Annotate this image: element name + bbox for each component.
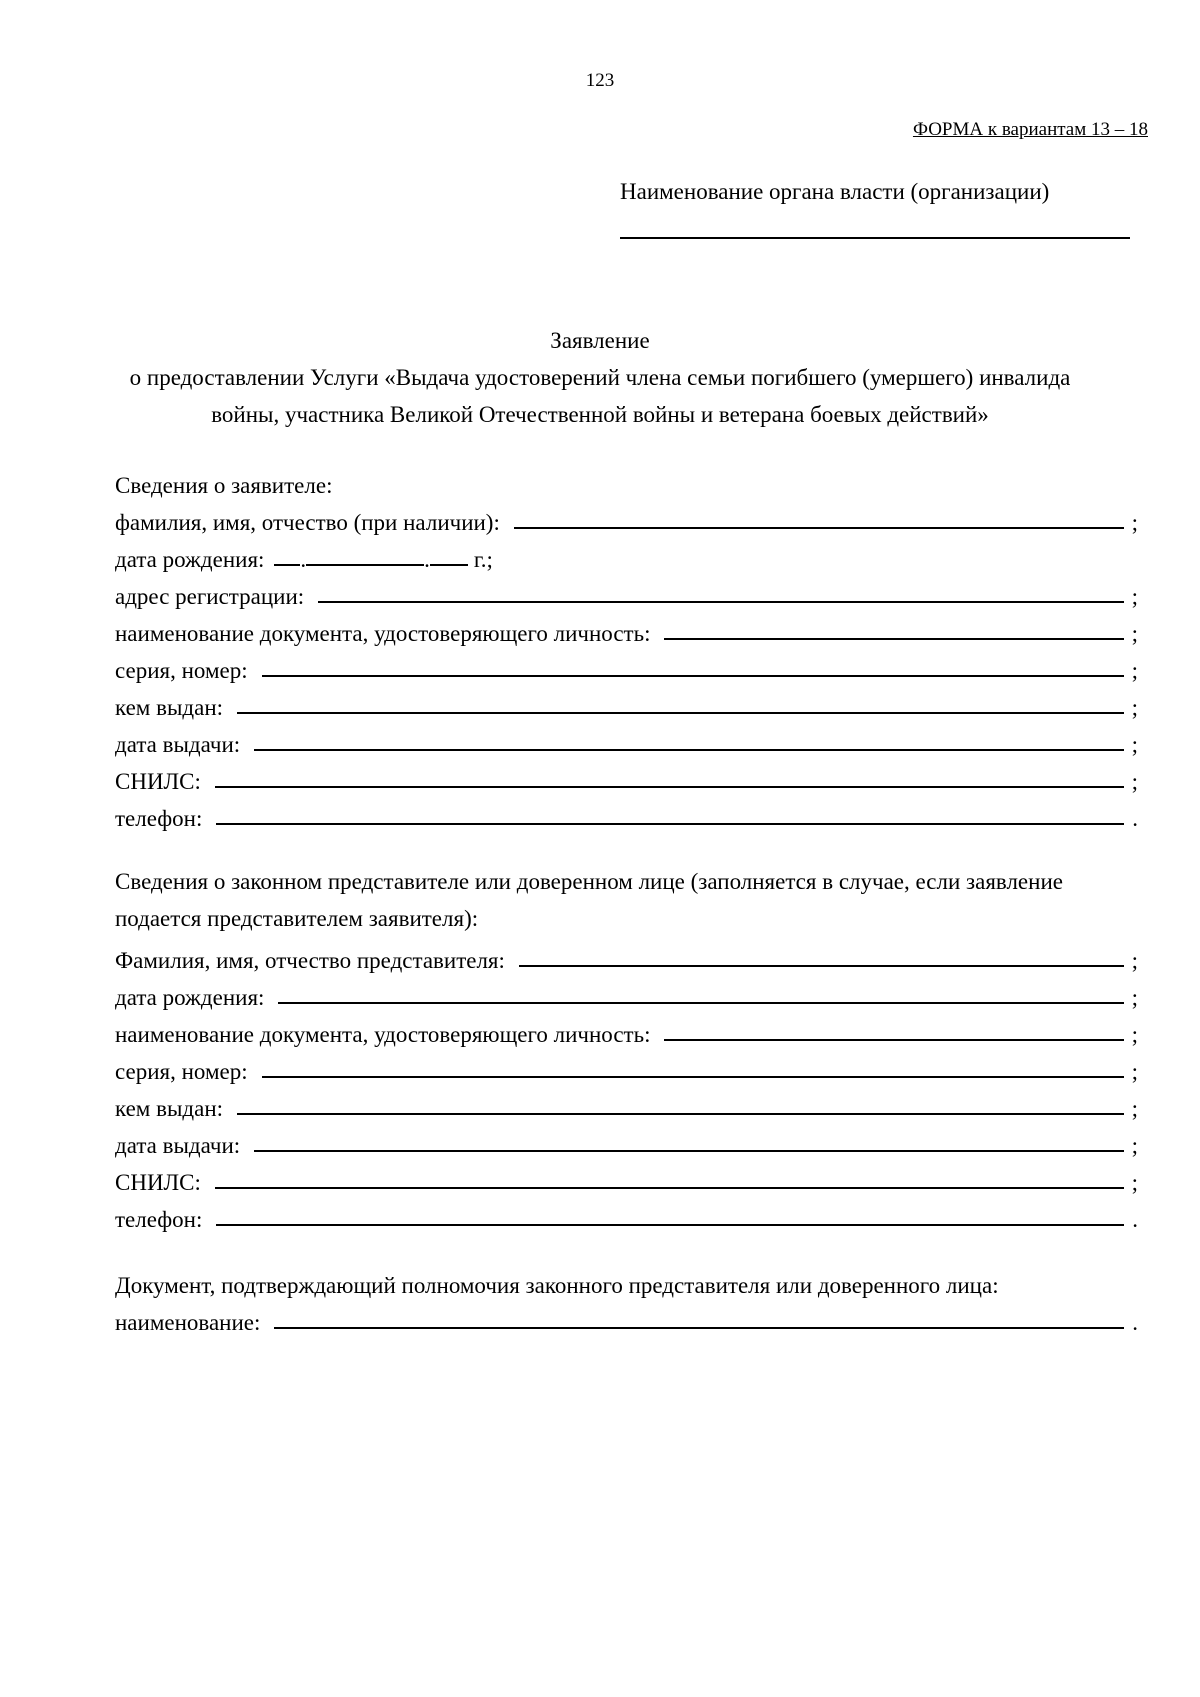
applicant-snils-field[interactable] [215,785,1124,788]
semicolon: ; [1131,510,1138,535]
semicolon: ; [1131,584,1138,609]
applicant-snils-label: СНИЛС: [115,769,201,794]
rep-doc-label: наименование документа, удостоверяющего личность: [115,1022,651,1047]
authority-label: Наименование органа власти (организации) [620,179,1050,204]
applicant-section [115,462,1138,832]
page-number: 123 [585,70,615,91]
semicolon: ; [1131,1170,1138,1195]
applicant-address-label: адрес регистрации: [115,584,305,609]
applicant-birth-label: дата рождения: [115,547,265,572]
date-separator: . [424,547,430,572]
rep-doc-row [115,1011,1138,1048]
semicolon: ; [1131,621,1138,646]
semicolon: ; [1131,948,1138,973]
representative-heading: Сведения о законном представителе или доверенном лице (заполняется в случае, если заявление подается представителем заявителя): [115,869,1063,931]
authority-input-line[interactable] [620,237,1130,239]
semicolon: ; [1131,732,1138,757]
applicant-fio-field[interactable] [514,526,1124,529]
birth-year-field[interactable] [430,563,468,566]
semicolon: ; [1131,769,1138,794]
rep-issue-date-row [115,1122,1138,1159]
year-suffix: г.; [473,547,493,572]
rep-phone-row [115,1196,1138,1233]
rep-snils-label: СНИЛС: [115,1170,201,1195]
authority-doc-heading: Документ, подтверждающий полномочия законного представителя или доверенного лица: [115,1273,999,1298]
rep-issue-date-label: дата выдачи: [115,1133,241,1158]
title-line-1: Заявление [550,328,650,353]
authority-document-section [115,1262,1138,1336]
semicolon: ; [1131,985,1138,1010]
title-line-3: войны, участника Великой Отечественной войны и ветерана боевых действий» [211,402,989,427]
applicant-issue-date-field[interactable] [254,748,1124,751]
applicant-issued-by-field[interactable] [237,711,1124,714]
rep-fio-label: Фамилия, имя, отчество представителя: [115,948,505,973]
birth-month-field[interactable] [306,563,424,566]
rep-series-field[interactable] [262,1075,1124,1078]
applicant-issue-date-label: дата выдачи: [115,732,241,757]
applicant-issue-date-row [115,721,1138,758]
rep-birth-field[interactable] [278,1001,1124,1004]
title-line-2: о предоставлении Услуги «Выдача удостоверений члена семьи погибшего (умершего) инвалида [129,365,1071,390]
semicolon: ; [1131,1133,1138,1158]
authority-doc-name-label: наименование: [115,1310,261,1335]
period: . [1132,806,1138,831]
document-title [0,322,1200,433]
applicant-series-label: серия, номер: [115,658,248,683]
rep-doc-field[interactable] [664,1038,1124,1041]
rep-birth-label: дата рождения: [115,985,265,1010]
applicant-doc-field[interactable] [664,637,1124,640]
rep-snils-field[interactable] [215,1186,1124,1189]
rep-birth-row [115,974,1138,1011]
representative-section [115,863,1138,1233]
applicant-phone-label: телефон: [115,806,203,831]
rep-fio-field[interactable] [519,964,1124,967]
applicant-birth-row [115,536,1138,573]
applicant-address-field[interactable] [318,600,1124,603]
rep-snils-row [115,1159,1138,1196]
applicant-doc-row [115,610,1138,647]
applicant-fio-label: фамилия, имя, отчество (при наличии): [115,510,500,535]
semicolon: ; [1131,695,1138,720]
applicant-phone-row [115,795,1138,832]
semicolon: ; [1131,1096,1138,1121]
rep-series-label: серия, номер: [115,1059,248,1084]
authority-doc-name-field[interactable] [274,1326,1124,1329]
rep-issued-by-row [115,1085,1138,1122]
applicant-address-row [115,573,1138,610]
semicolon: ; [1131,658,1138,683]
applicant-issued-by-label: кем выдан: [115,695,224,720]
authority-doc-name-row [115,1299,1138,1336]
applicant-phone-field[interactable] [216,822,1124,825]
applicant-fio-row [115,499,1138,536]
rep-series-row [115,1048,1138,1085]
applicant-doc-label: наименование документа, удостоверяющего личность: [115,621,651,646]
applicant-issued-by-row [115,684,1138,721]
date-separator: . [300,547,307,572]
form-reference: ФОРМА к вариантам 13 – 18 [912,119,1148,140]
birth-day-field[interactable] [274,563,300,566]
rep-issue-date-field[interactable] [254,1149,1124,1152]
rep-phone-label: телефон: [115,1207,203,1232]
applicant-snils-row [115,758,1138,795]
applicant-series-field[interactable] [262,674,1124,677]
applicant-heading: Сведения о заявителе: [115,473,333,498]
rep-issued-by-label: кем выдан: [115,1096,224,1121]
rep-issued-by-field[interactable] [237,1112,1124,1115]
rep-fio-row [115,937,1138,974]
rep-phone-field[interactable] [216,1223,1124,1226]
semicolon: ; [1131,1022,1138,1047]
period: . [1132,1207,1138,1232]
semicolon: ; [1131,1059,1138,1084]
applicant-series-row [115,647,1138,684]
period: . [1132,1310,1138,1335]
